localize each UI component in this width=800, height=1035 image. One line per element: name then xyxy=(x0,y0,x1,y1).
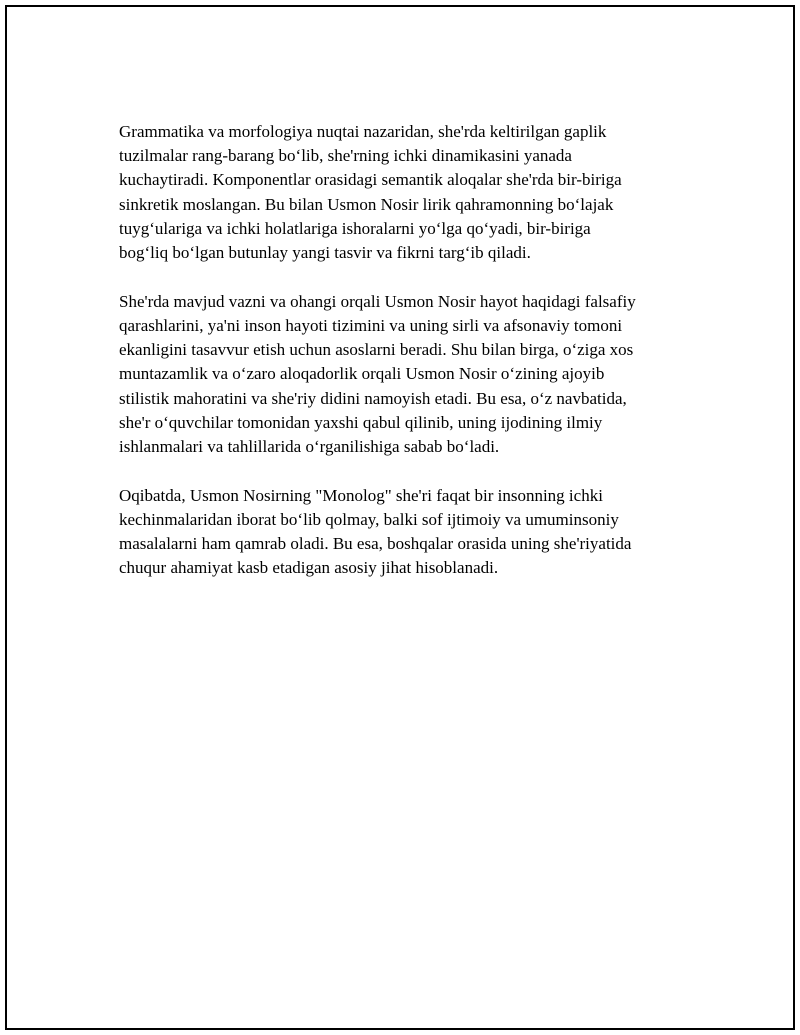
text-line: stilistik mahoratini va she'riy didini namoyish etadi. Bu esa, o‘z navbatida, xyxy=(119,388,627,408)
text-line: chuqur ahamiyat kasb etadigan asosiy jihat hisoblanadi. xyxy=(119,558,499,578)
text-line: tuzilmalar rang-barang bo‘lib, she'rning ichki dinamikasini yanada xyxy=(119,146,572,166)
page-frame xyxy=(5,5,795,1030)
text-line: masalalarni ham qamrab oladi. Bu esa, boshqalar orasida uning she'riyatida xyxy=(119,534,632,554)
paragraph-3 xyxy=(119,484,694,581)
text-line: qarashlarini, ya'ni inson hayoti tizimini va uning sirli va afsonaviy tomoni xyxy=(119,315,623,335)
text-line: she'r o‘quvchilar tomonidan yaxshi qabul qilinib, uning ijodining ilmiy xyxy=(119,412,603,432)
text-line: Grammatika va morfologiya nuqtai nazaridan, she'rda keltirilgan gaplik xyxy=(119,122,607,141)
text-line: She'rda mavjud vazni va ohangi orqali Usmon Nosir hayot haqidagi falsafiy xyxy=(119,291,636,311)
text-line: kuchaytiradi. Komponentlar orasidagi semantik aloqalar she'rda bir-biriga xyxy=(119,170,622,190)
text-line: kechinmalaridan iborat bo‘lib qolmay, balki sof ijtimoiy va umuminsoniy xyxy=(119,509,619,529)
text-line: Oqibatda, Usmon Nosirning "Monolog" she'ri faqat bir insonning ichki xyxy=(119,485,603,505)
paragraph-1 xyxy=(119,120,694,265)
text-line: tuyg‘ulariga va ichki holatlariga ishoralarni yo‘lga qo‘yadi, bir-biriga xyxy=(119,218,591,238)
text-line: ekanligini tasavvur etish uchun asoslarni beradi. Shu bilan birga, o‘ziga xos xyxy=(119,340,634,360)
text-line: muntazamlik va o‘zaro aloqadorlik orqali Usmon Nosir o‘zining ajoyib xyxy=(119,364,605,384)
text-line: sinkretik moslangan. Bu bilan Usmon Nosir lirik qahramonning bo‘lajak xyxy=(119,194,614,214)
text-line: bog‘liq bo‘lgan butunlay yangi tasvir va fikrni targ‘ib qiladi. xyxy=(119,243,531,263)
text-line: ishlanmalari va tahlillarida o‘rganilishiga sabab bo‘ladi. xyxy=(119,436,500,456)
document-body xyxy=(119,120,694,605)
paragraph-2 xyxy=(119,290,694,459)
